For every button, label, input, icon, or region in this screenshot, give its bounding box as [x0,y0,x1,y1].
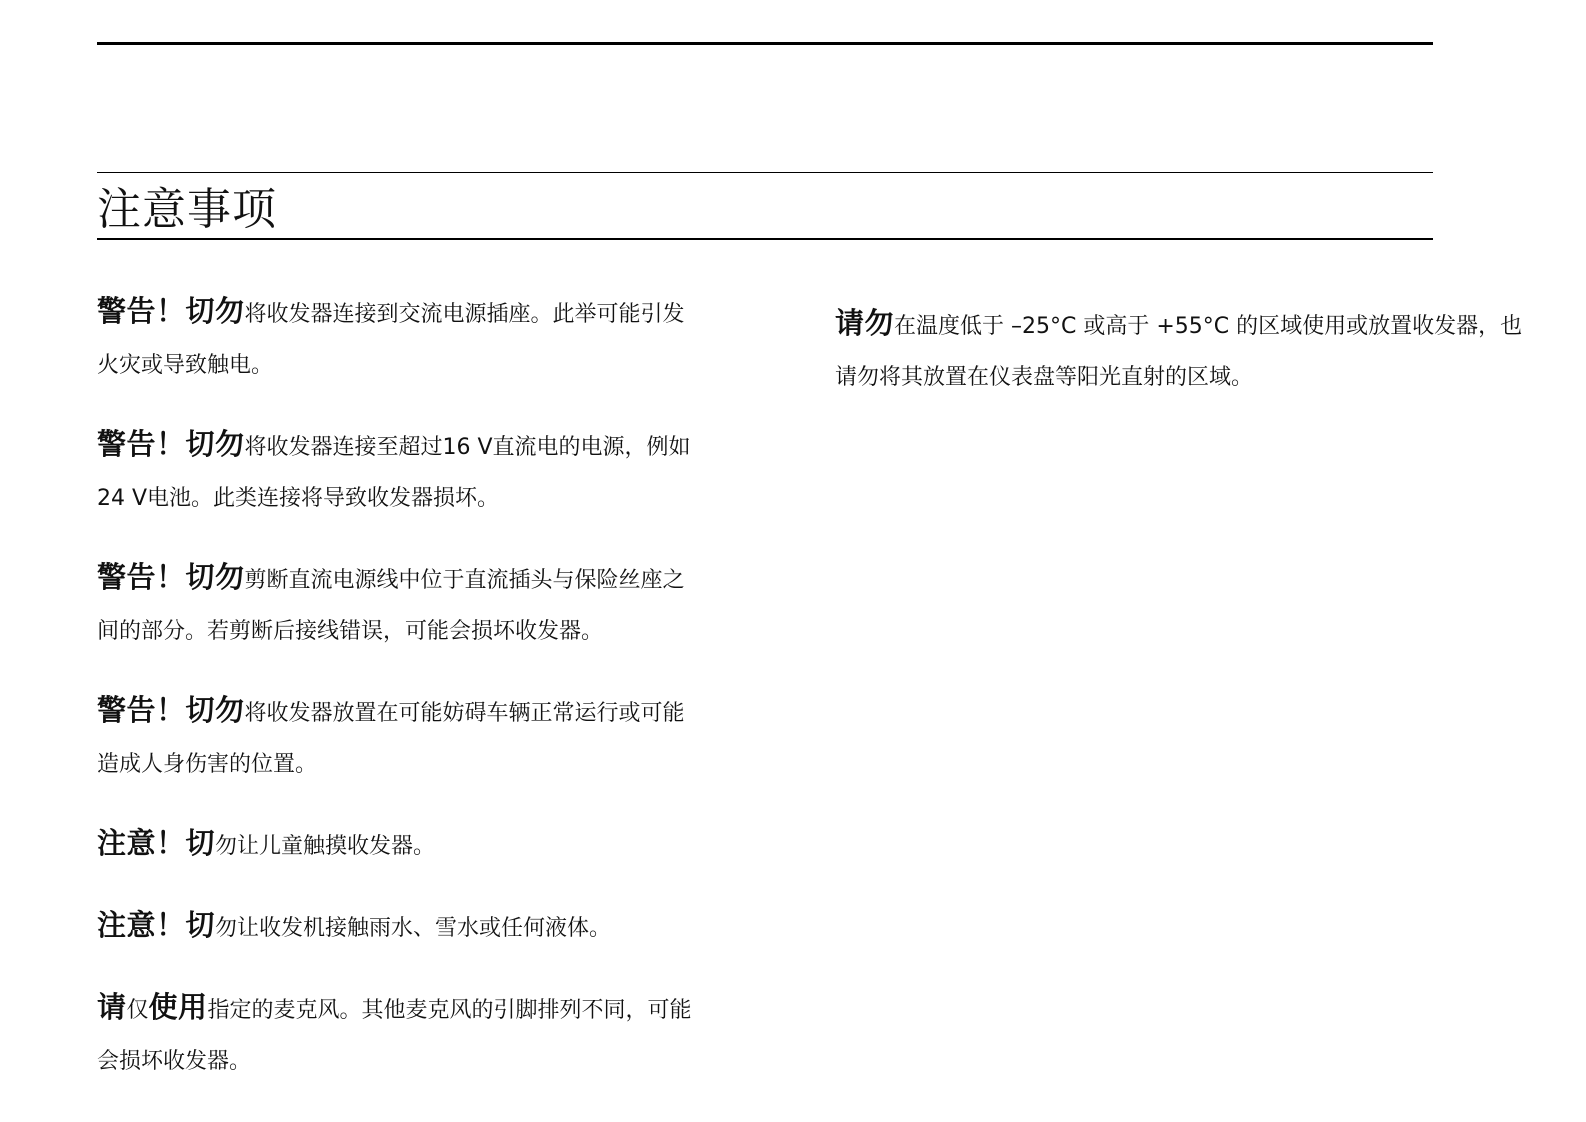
precaution-lead: 警告！切勿 [97,693,245,727]
precaution-item [97,900,747,954]
precaution-text: 勿让收发机接触雨水、雪水或任何液体。 [215,916,612,941]
heading-bottom-rule [97,238,1433,240]
top-rule [97,42,1433,45]
precaution-text: 将收发器连接至超过16 V直流电的电源，例如 [244,435,691,460]
precaution-item [97,552,747,657]
precaution-text: 24 V电池。此类连接将导致收发器损坏。 [97,486,500,511]
precaution-text: 请勿将其放置在仪表盘等阳光直射的区域。 [835,365,1254,390]
precaution-lead: 注意！切 [97,908,216,942]
precaution-item [97,286,747,391]
precaution-text: 造成人身伤害的位置。 [97,752,318,777]
heading-top-rule [97,172,1433,173]
precaution-text: 在温度低于 –25°C 或高于 +55°C 的区域使用或放置收发器，也 [894,314,1523,339]
precaution-lead: 注意！切 [97,826,216,860]
precaution-lead: 警告！切勿 [97,427,245,461]
right-column [835,298,1586,403]
page-title: 注意事项 [97,184,277,235]
precaution-lead: 警告！切勿 [97,294,245,328]
precaution-item [97,685,747,790]
precaution-lead: 警告！切勿 [97,560,245,594]
precaution-lead: 使用 [148,990,208,1024]
precaution-item [835,298,1586,403]
precaution-text: 剪断直流电源线中位于直流插头与保险丝座之 [244,568,685,593]
precaution-item [97,419,747,524]
left-column [97,286,747,1087]
precaution-item [97,818,747,872]
precaution-text: 指定的麦克风。其他麦克风的引脚排列不同，可能 [207,998,692,1023]
precaution-text: 将收发器连接到交流电源插座。此举可能引发 [244,302,685,327]
precaution-text: 火灾或导致触电。 [97,353,274,378]
precaution-text: 间的部分。若剪断后接线错误，可能会损坏收发器。 [97,619,604,644]
precaution-text: 会损坏收发器。 [97,1049,252,1074]
precaution-text: 仅 [126,998,149,1023]
precaution-item [97,982,747,1087]
precaution-lead: 请 [97,990,127,1024]
precaution-text: 将收发器放置在可能妨碍车辆正常运行或可能 [244,701,685,726]
precaution-lead: 请勿 [835,306,895,340]
precaution-text: 勿让儿童触摸收发器。 [215,834,436,859]
